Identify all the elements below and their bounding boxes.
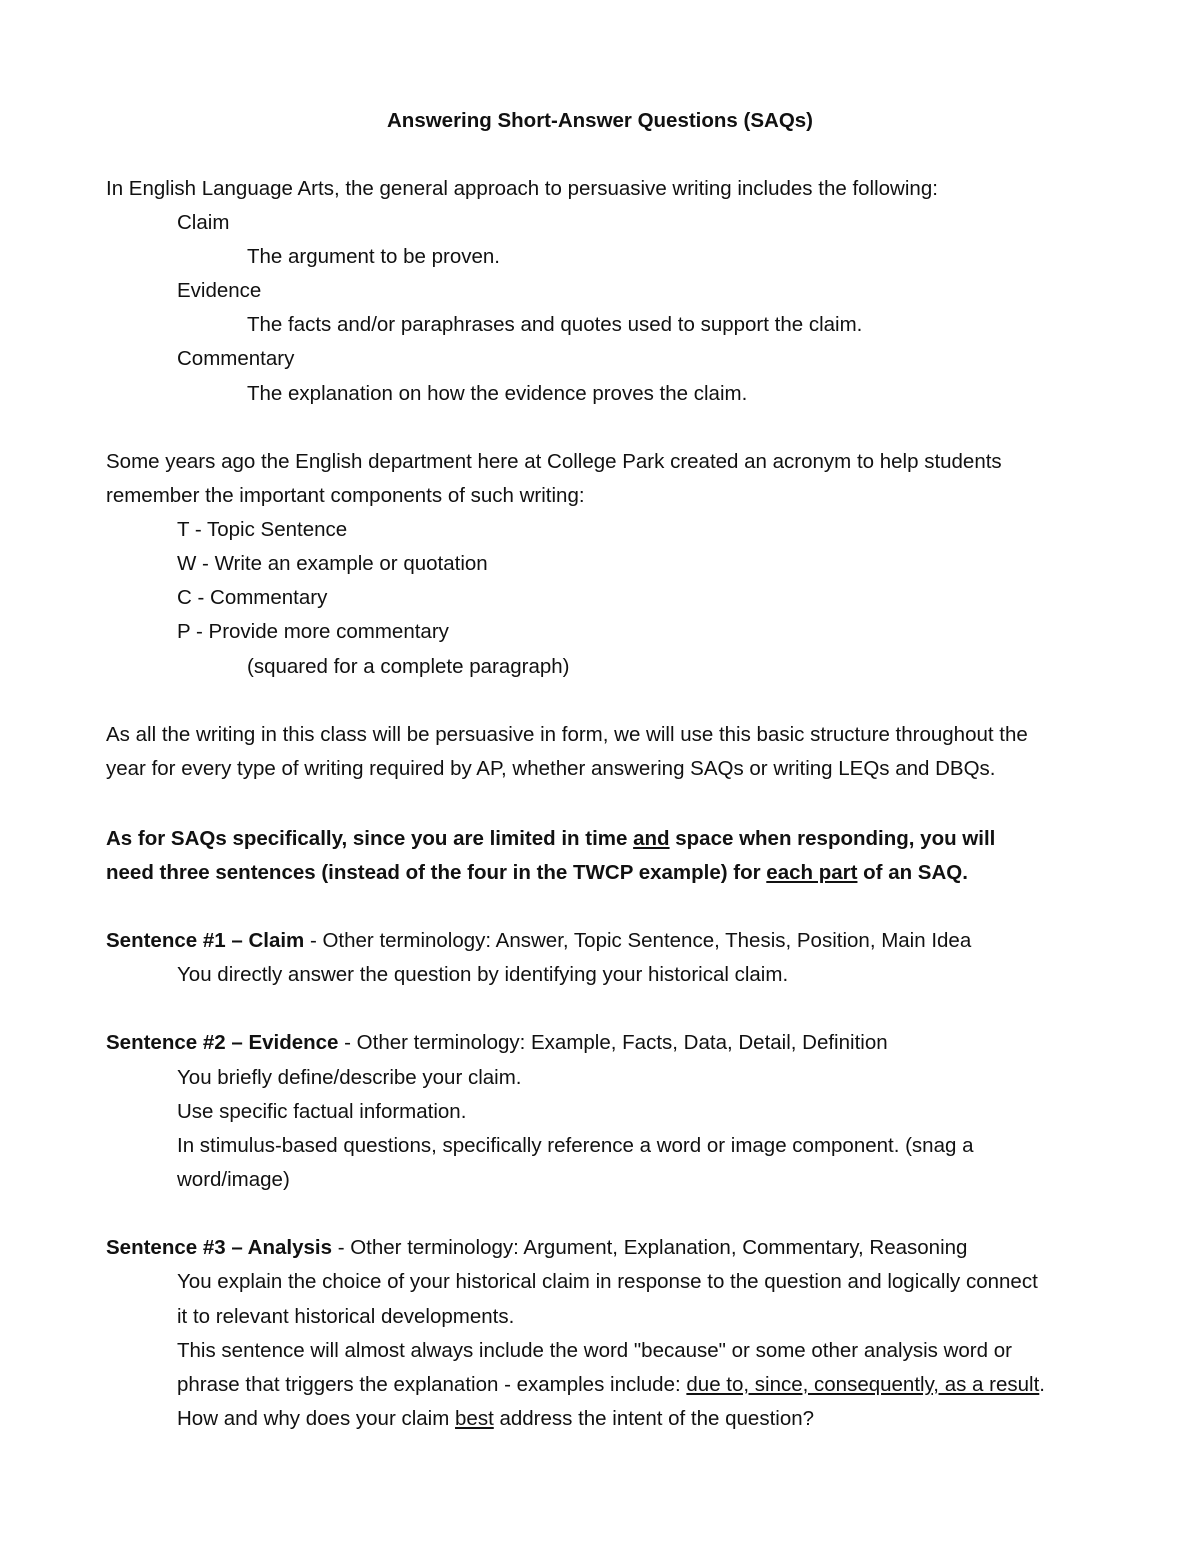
page-title: Answering Short-Answer Questions (SAQs) [387, 109, 813, 132]
sentence-2-terms: - Other terminology: Example, Facts, Data, Detail, Definition [338, 1031, 888, 1054]
structure-line-2: year for every type of writing required by AP, whether answering SAQs or writing LEQs and DBQs. [106, 757, 996, 780]
sentence-2-detail: You briefly define/describe your claim. [177, 1066, 522, 1089]
intro-text: In English Language Arts, the general approach to persuasive writing includes the following: [106, 177, 938, 200]
sentence-3-label: Sentence #3 – Analysis [106, 1236, 333, 1259]
sentence-1-heading [106, 927, 971, 955]
sentence-2-detail: word/image) [177, 1168, 290, 1191]
saq-note-text: space when responding, you will [669, 827, 996, 850]
sentence-2-detail: Use specific factual information. [177, 1100, 467, 1123]
acronym-item-p: P - Provide more commentary [177, 620, 449, 643]
sentence-3-examples-text: phrase that triggers the explanation - examples include: [177, 1373, 687, 1396]
acronym-intro-line-1: Some years ago the English department here at College Park created an acronym to help students [106, 450, 1002, 473]
saq-note-emphasis-each-part: each part [766, 861, 858, 884]
sentence-1-detail: You directly answer the question by identifying your historical claim. [177, 963, 789, 986]
saq-note-text: As for SAQs specifically, since you are limited in time [106, 827, 634, 850]
saq-note-text: need three sentences (instead of the four in the TWCP example) for [106, 861, 767, 884]
saq-note-text: of an SAQ. [857, 861, 968, 884]
sentence-2-label: Sentence #2 – Evidence [106, 1031, 339, 1054]
sentence-3-detail: This sentence will almost always include the word "because" or some other analysis word or [177, 1339, 1012, 1362]
sentence-3-detail: You explain the choice of your historical claim in response to the question and logically connect [177, 1270, 1038, 1293]
saq-note-line-2 [106, 859, 968, 887]
saq-note-line-1 [106, 825, 995, 853]
term-commentary: Commentary [177, 347, 295, 370]
acronym-item-w: W - Write an example or quotation [177, 552, 488, 575]
term-evidence: Evidence [177, 279, 262, 302]
sentence-3-analysis-words: due to, since, consequently, as a result [686, 1373, 1040, 1396]
definition-claim: The argument to be proven. [247, 245, 500, 268]
sentence-2-heading [106, 1029, 888, 1057]
saq-note-emphasis-and: and [633, 827, 670, 850]
definition-commentary: The explanation on how the evidence proves the claim. [247, 382, 748, 405]
sentence-3-emphasis-best: best [455, 1407, 494, 1430]
sentence-3-terms: - Other terminology: Argument, Explanation, Commentary, Reasoning [332, 1236, 968, 1259]
term-claim: Claim [177, 211, 230, 234]
sentence-3-heading [106, 1234, 967, 1262]
sentence-3-detail: it to relevant historical developments. [177, 1305, 515, 1328]
sentence-1-terms: - Other terminology: Answer, Topic Sentence, Thesis, Position, Main Idea [304, 929, 972, 952]
sentence-3-examples-text: . [1039, 1373, 1045, 1396]
sentence-3-examples [177, 1371, 1045, 1399]
sentence-1-label: Sentence #1 – Claim [106, 929, 305, 952]
acronym-item-c: C - Commentary [177, 586, 328, 609]
acronym-note: (squared for a complete paragraph) [247, 655, 570, 678]
acronym-intro-line-2: remember the important components of such writing: [106, 484, 585, 507]
structure-line-1: As all the writing in this class will be persuasive in form, we will use this basic structure throughout the [106, 723, 1028, 746]
sentence-3-question-text: How and why does your claim [177, 1407, 456, 1430]
sentence-3-question-text: address the intent of the question? [493, 1407, 815, 1430]
sentence-3-question [177, 1405, 814, 1433]
acronym-item-t: T - Topic Sentence [177, 518, 348, 541]
definition-evidence: The facts and/or paraphrases and quotes used to support the claim. [247, 313, 863, 336]
sentence-2-detail: In stimulus-based questions, specifically reference a word or image component. (snag a [177, 1134, 974, 1157]
